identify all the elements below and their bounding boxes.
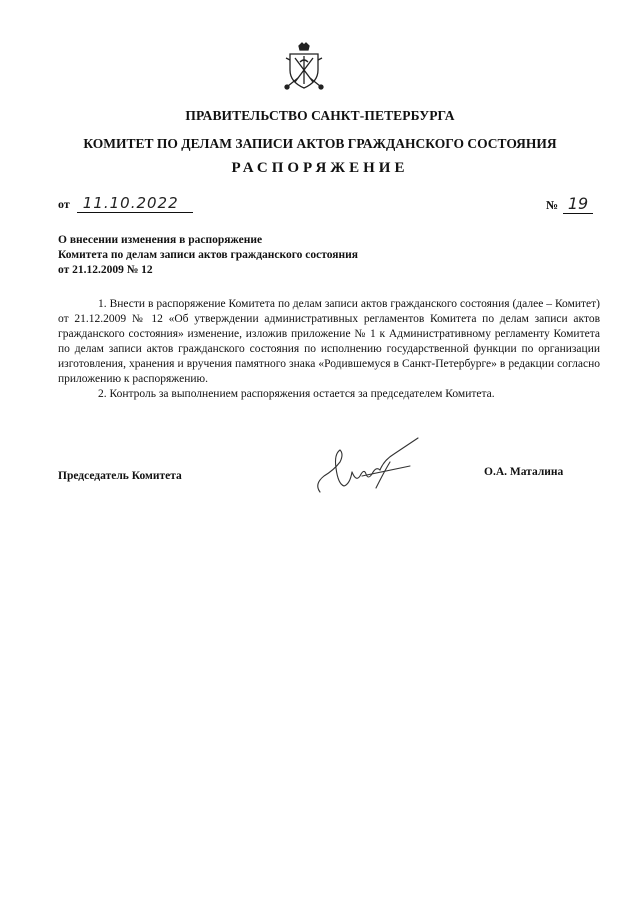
subject-heading (58, 233, 358, 278)
signatory-name: О.А. Маталина (484, 466, 564, 478)
number-prefix: № (546, 198, 559, 212)
saint-petersburg-coat-of-arms-icon (282, 42, 326, 92)
subject-line: О внесении изменения в распоряжение (58, 234, 263, 246)
paragraph-1: 1. Внести в распоряжение Комитета по делам записи актов гражданского состояния (далее – Комитет) от 21.12.2009 № 12 «Об утверждении административных регламентов Комитета по делам записи актов гражданского состояния» изменение, изложив приложение № 1 к Административному регламенту Комитета по делам записи актов гражданского состояния по исполнению государственной функции по организации изготовления, хранения и вручения памятного знака «Родившемуся в Санкт-Петербурге» в редакции согласно приложению к распоряжению. (58, 298, 600, 385)
date-value: 11.10.2022 (77, 194, 193, 213)
committee-title: КОМИТЕТ ПО ДЕЛАМ ЗАПИСИ АКТОВ ГРАЖДАНСКОГО СОСТОЯНИЯ (83, 136, 557, 151)
date-prefix: от (58, 197, 70, 211)
subject-line: Комитета по делам записи актов гражданского состояния (58, 249, 358, 261)
paragraph-2: 2. Контроль за выполнением распоряжения остается за председателем Комитета. (98, 388, 495, 400)
document-body (58, 297, 600, 402)
government-title: ПРАВИТЕЛЬСТВО САНКТ-ПЕТЕРБУРГА (185, 108, 455, 123)
handwritten-signature (310, 432, 440, 502)
signatory-title: Председатель Комитета (58, 470, 182, 482)
subject-line: от 21.12.2009 № 12 (58, 264, 153, 276)
document-type: РАСПОРЯЖЕНИЕ (231, 160, 409, 176)
document-number (546, 194, 593, 214)
number-value: 19 (563, 194, 593, 214)
document-date (58, 194, 193, 213)
